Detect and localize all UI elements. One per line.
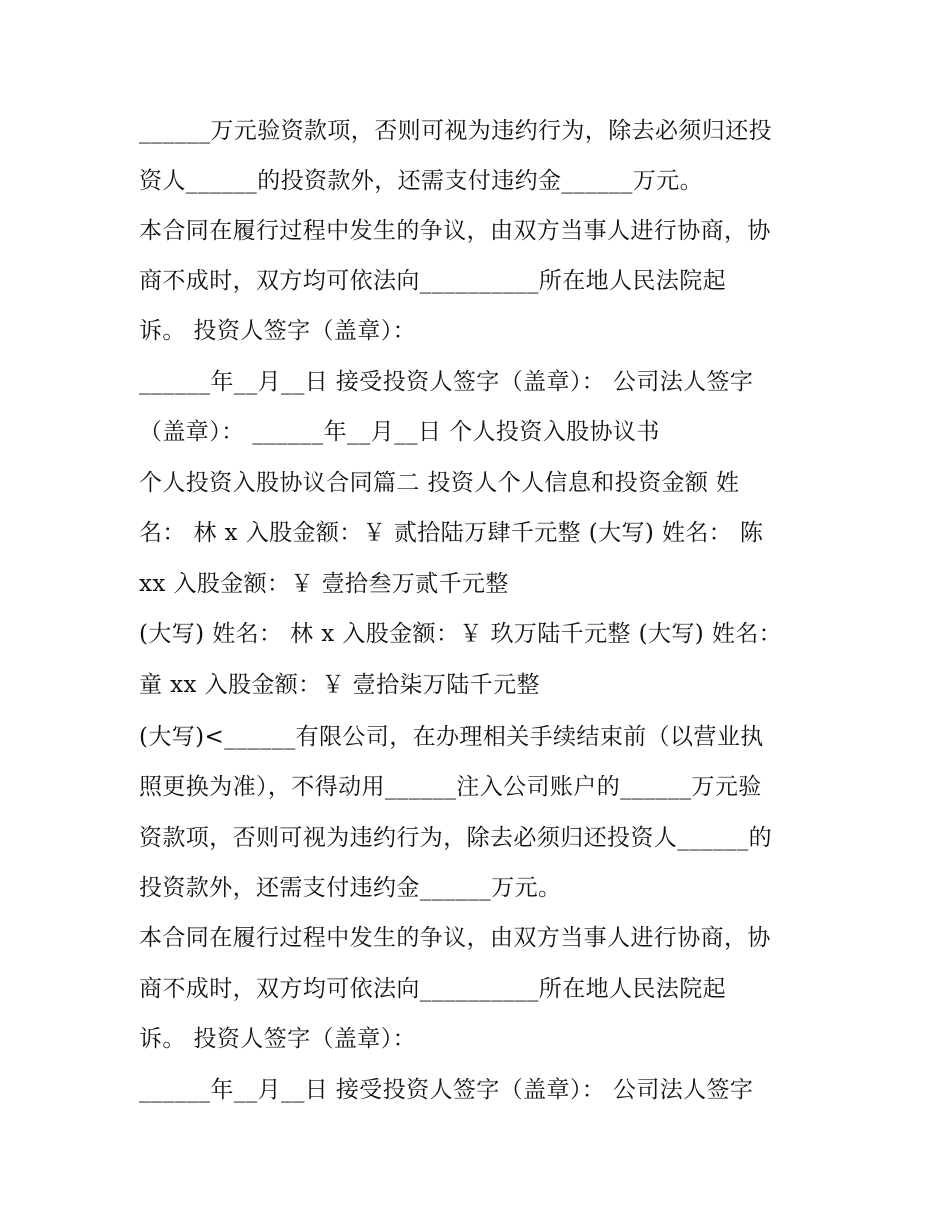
text-line: 资款项，否则可视为违约行为，除去必须归还投资人______的 xyxy=(139,825,772,851)
text-line: 商不成时，双方均可依法向__________所在地人民法院起 xyxy=(139,268,726,294)
text-line: 资人______的投资款外，还需支付违约金______万元。 xyxy=(139,168,703,194)
text-line: 诉。 投资人签字（盖章）： xyxy=(139,1026,417,1052)
text-line: ______万元验资款项，否则可视为违约行为，除去必须归还投 xyxy=(139,118,772,144)
text-line: (大写)<______有限公司，在办理相关手续结束前（以营业执 xyxy=(139,724,764,750)
text-line: 本合同在履行过程中发生的争议，由双方当事人进行协商，协 xyxy=(139,925,771,951)
text-line: 童 xx 入股金额：￥ 壹拾柒万陆千元整 xyxy=(139,672,540,698)
text-line: 商不成时，双方均可依法向__________所在地人民法院起 xyxy=(139,976,726,1002)
text-line: xx 入股金额：￥ 壹拾叁万贰千元整 xyxy=(139,571,509,597)
text-line: ______年__月__日 接受投资人签字（盖章）： 公司法人签字 xyxy=(139,369,754,395)
text-line: 诉。 投资人签字（盖章）： xyxy=(139,318,417,344)
text-line: （盖章）： ______年__月__日 个人投资入股协议书 xyxy=(139,419,660,445)
text-line: 照更换为准），不得动用______注入公司账户的______万元验 xyxy=(139,774,762,800)
text-line: 投资款外，还需支付违约金______万元。 xyxy=(139,875,562,901)
text-line: 个人投资入股协议合同篇二 投资人个人信息和投资金额 姓 xyxy=(139,470,740,496)
text-line: 名： 林 x 入股金额：￥ 贰拾陆万肆千元整 (大写) 姓名： 陈 xyxy=(139,520,764,546)
text-line: 本合同在履行过程中发生的争议，由双方当事人进行协商，协 xyxy=(139,218,771,244)
text-line: ______年__月__日 接受投资人签字（盖章）： 公司法人签字 xyxy=(139,1077,754,1103)
text-line: (大写) 姓名： 林 x 入股金额：￥ 玖万陆千元整 (大写) 姓名： xyxy=(139,621,783,647)
